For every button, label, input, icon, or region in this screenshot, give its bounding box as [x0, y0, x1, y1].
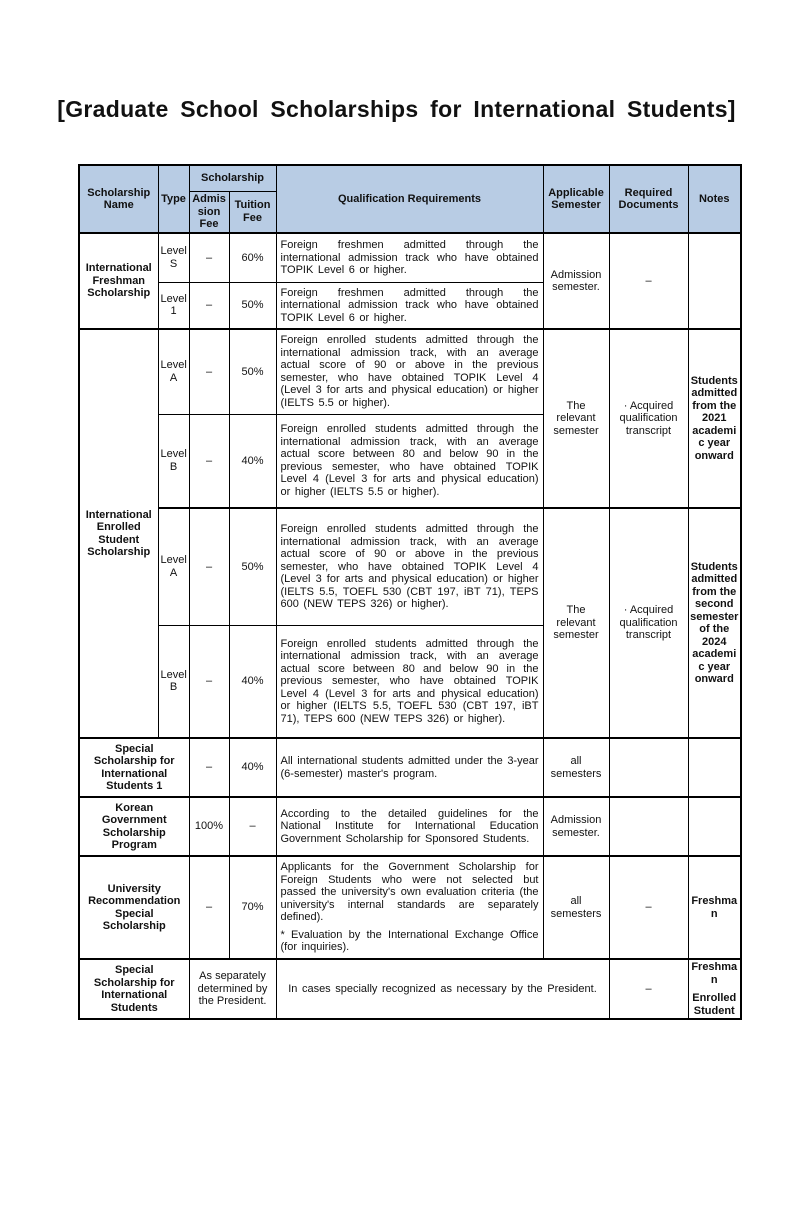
row-enrolled-2021-level-a: [79, 329, 741, 414]
cell-enrolled-2021-b-type: Level B: [158, 414, 189, 508]
cell-enrolled-2021-b-tuition: 40%: [229, 414, 276, 508]
univ-rec-qualification-main: Applicants for the Government Scholarship for Foreign Students who were not selected but passed the university's own evaluation criteria (the university's internal standards are separately defined).: [280, 861, 539, 924]
cell-enrolled-2021-a-type: Level A: [158, 329, 189, 414]
header-required-documents: Required Documents: [609, 165, 688, 233]
cell-freshman-s-qualification: Foreign freshmen admitted through the international admission track who have obtained TOPIK Level 6 or higher.: [276, 233, 543, 282]
cell-freshman-s-type: Level S: [158, 233, 189, 282]
cell-enrolled-2021-required: · Acquired qualification transcript: [609, 329, 688, 508]
cell-enrolled-2024-required: · Acquired qualification transcript: [609, 508, 688, 738]
cell-enrolled-2024-applicable: The relevant semester: [543, 508, 609, 738]
cell-enrolled-2021-applicable: The relevant semester: [543, 329, 609, 508]
cell-enrolled-2024-b-type: Level B: [158, 625, 189, 738]
cell-special-final-fee: As separately determined by the President.: [189, 959, 276, 1019]
cell-korean-gov-qualification: According to the detailed guidelines for the National Institute for International Education Government Scholarship for Sponsored Students.: [276, 797, 543, 856]
cell-freshman-name: International Freshman Scholarship: [79, 233, 158, 329]
cell-freshman-s-tuition: 60%: [229, 233, 276, 282]
cell-freshman-s-admission: –: [189, 233, 229, 282]
cell-special-final-required: –: [609, 959, 688, 1019]
cell-freshman-1-qualification: Foreign freshmen admitted through the international admission track who have obtained TOPIK Level 6 or higher.: [276, 282, 543, 329]
cell-univ-rec-required: –: [609, 856, 688, 959]
row-enrolled-2024-level-a: [79, 508, 741, 625]
cell-special-1-required: [609, 738, 688, 797]
cell-univ-rec-notes: Freshman: [688, 856, 741, 959]
cell-univ-rec-name: University Recommendation Special Scholarship: [79, 856, 189, 959]
cell-univ-rec-admission: –: [189, 856, 229, 959]
header-qualification-requirements: Qualification Requirements: [276, 165, 543, 233]
cell-special-1-applicable: all semesters: [543, 738, 609, 797]
cell-korean-gov-admission: 100%: [189, 797, 229, 856]
header-admission-fee: Admission Fee: [189, 191, 229, 233]
row-special-1: [79, 738, 741, 797]
cell-freshman-required: –: [609, 233, 688, 329]
header-type: Type: [158, 165, 189, 233]
cell-freshman-applicable: Admission semester.: [543, 233, 609, 329]
cell-special-final-name: Special Scholarship for International Students: [79, 959, 189, 1019]
row-freshman-level-s: [79, 233, 741, 282]
cell-univ-rec-applicable: all semesters: [543, 856, 609, 959]
cell-enrolled-2021-b-qualification: Foreign enrolled students admitted through the international admission track, with an average actual score between 80 and below 90 in the previous semester, who have obtained TOPIK Level 4 (Level 3 for arts and physical education) or higher (IELTS 5.5 or higher).: [276, 414, 543, 508]
cell-korean-gov-notes: [688, 797, 741, 856]
cell-enrolled-2021-notes: Students admitted from the 2021 academic year onward: [688, 329, 741, 508]
row-university-recommendation: [79, 856, 741, 959]
cell-univ-rec-tuition: 70%: [229, 856, 276, 959]
cell-special-1-name: Special Scholarship for International Students 1: [79, 738, 189, 797]
cell-freshman-1-tuition: 50%: [229, 282, 276, 329]
scholarship-table: [78, 164, 742, 1020]
cell-enrolled-2024-notes: Students admitted from the second semester of the 2024 academic year onward: [688, 508, 741, 738]
univ-rec-qualification-note: * Evaluation by the International Exchange Office (for inquiries).: [280, 928, 539, 954]
cell-korean-gov-name: Korean Government Scholarship Program: [79, 797, 189, 856]
cell-special-final-notes: [688, 959, 741, 1019]
cell-enrolled-2021-a-admission: –: [189, 329, 229, 414]
cell-special-1-qualification: All international students admitted under the 3-year (6-semester) master's program.: [276, 738, 543, 797]
cell-enrolled-2024-b-admission: –: [189, 625, 229, 738]
cell-korean-gov-applicable: Admission semester.: [543, 797, 609, 856]
header-scholarship-name: Scholarship Name: [79, 165, 158, 233]
header-tuition-fee: Tuition Fee: [229, 191, 276, 233]
row-korean-government: [79, 797, 741, 856]
cell-special-final-qualification: In cases specially recognized as necessary by the President.: [276, 959, 609, 1019]
cell-enrolled-2024-a-type: Level A: [158, 508, 189, 625]
cell-enrolled-2021-b-admission: –: [189, 414, 229, 508]
header-notes: Notes: [688, 165, 741, 233]
cell-enrolled-2021-a-qualification: Foreign enrolled students admitted through the international admission track, with an average actual score of 90 or above in the previous semester, who have obtained TOPIK Level 4 (Level 3 for arts and physical education) or higher (IELTS 5.5 or higher).: [276, 329, 543, 414]
cell-special-1-tuition: 40%: [229, 738, 276, 797]
cell-special-1-notes: [688, 738, 741, 797]
cell-freshman-notes: [688, 233, 741, 329]
cell-enrolled-2024-a-qualification: Foreign enrolled students admitted through the international admission track, with an average actual score of 90 or above in the previous semester, who have obtained TOPIK Level 4 (Level 3 for arts and physical education) or higher (IELTS 5.5, TOEFL 530 (CBT 197, iBT 71), TEPS 600 (NEW TEPS 326) or higher).: [276, 508, 543, 625]
special-final-notes-line2: Enrolled Student: [692, 992, 737, 1017]
cell-korean-gov-tuition: –: [229, 797, 276, 856]
page-title: [Graduate School Scholarships for International Students]: [57, 96, 736, 122]
cell-korean-gov-required: [609, 797, 688, 856]
header-applicable-semester: Applicable Semester: [543, 165, 609, 233]
cell-enrolled-2024-b-qualification: Foreign enrolled students admitted through the international admission track, with an average actual score between 80 and below 90 in the previous semester, who have obtained TOPIK Level 4 (Level 3 for arts and physical education) or higher (IELTS 5.5, TOEFL 530 (CBT 197, iBT 71), TEPS 600 (NEW TEPS 326) or higher).: [276, 625, 543, 738]
cell-freshman-1-admission: –: [189, 282, 229, 329]
cell-enrolled-2024-a-tuition: 50%: [229, 508, 276, 625]
special-final-notes-line1: Freshman: [691, 961, 738, 986]
cell-enrolled-2024-b-tuition: 40%: [229, 625, 276, 738]
cell-enrolled-2024-a-admission: –: [189, 508, 229, 625]
cell-enrolled-2021-a-tuition: 50%: [229, 329, 276, 414]
cell-freshman-1-type: Level 1: [158, 282, 189, 329]
cell-special-1-admission: –: [189, 738, 229, 797]
header-scholarship-group: Scholarship: [189, 165, 276, 191]
row-special-final: [79, 959, 741, 1019]
cell-univ-rec-qualification: [276, 856, 543, 959]
cell-enrolled-name: International Enrolled Student Scholarship: [79, 329, 158, 738]
